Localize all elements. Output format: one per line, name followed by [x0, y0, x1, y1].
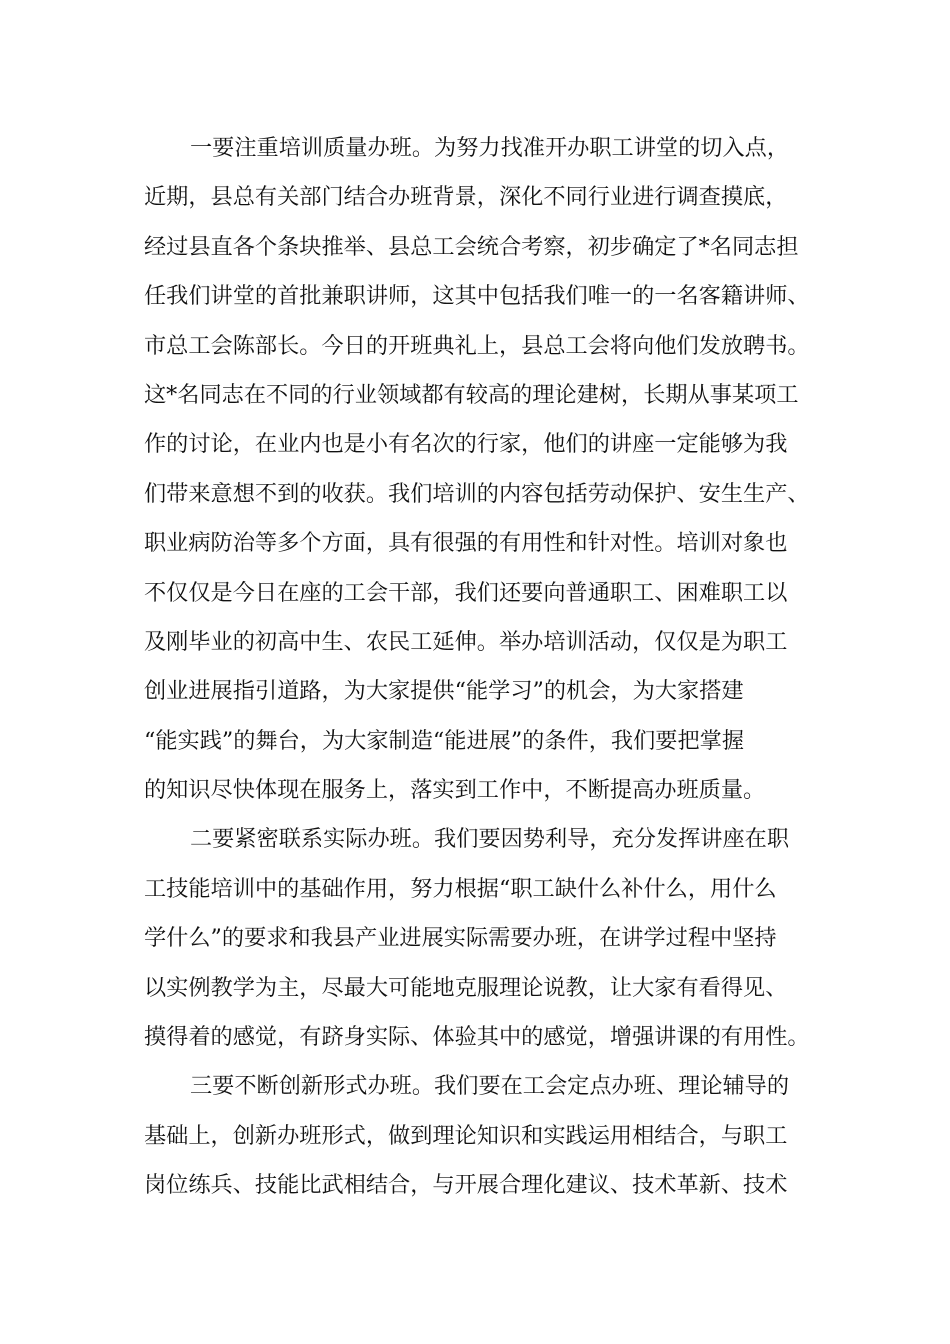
text-line: 二要紧密联系实际办班。我们要因势利导，充分发挥讲座在职 [190, 826, 790, 853]
text-line: 三要不断创新形式办班。我们要在工会定点办班、理论辅导的 [190, 1073, 790, 1100]
text-line: 作的讨论，在业内也是小有名次的行家，他们的讲座一定能够为我 [144, 431, 788, 458]
text-line: 任我们讲堂的首批兼职讲师，这其中包括我们唯一的一名客籍讲师、 [144, 283, 810, 310]
text-line: 不仅仅是今日在座的工会干部，我们还要向普通职工、困难职工以 [144, 579, 788, 606]
text-line: 创业进展指引道路，为大家提供“能学习”的机会，为大家搭建 [144, 678, 744, 705]
text-line: 工技能培训中的基础作用，努力根据“职工缺什么补什么，用什么 [144, 875, 777, 902]
text-line: 市总工会陈部长。今日的开班典礼上，县总工会将向他们发放聘书。 [144, 332, 810, 359]
text-line: 及刚毕业的初高中生、农民工延伸。举办培训活动，仅仅是为职工 [144, 628, 788, 655]
text-line: 学什么”的要求和我县产业进展实际需要办班，在讲学过程中坚持 [144, 925, 777, 952]
text-line: 基础上，创新办班形式，做到理论知识和实践运用相结合，与职工 [144, 1122, 788, 1149]
text-line: 这*名同志在不同的行业领域都有较高的理论建树，长期从事某项工 [144, 381, 799, 408]
paragraph-3 [144, 1062, 812, 1210]
text-line: 的知识尽快体现在服务上，落实到工作中，不断提高办班质量。 [144, 777, 766, 804]
text-line: 一要注重培训质量办班。为努力找准开办职工讲堂的切入点， [190, 135, 790, 161]
text-line: 们带来意想不到的收获。我们培训的内容包括劳动保护、安生生产、 [144, 480, 810, 507]
document-body [144, 124, 812, 1211]
paragraph-2 [144, 815, 812, 1062]
text-line: 摸得着的感觉，有跻身实际、体验其中的感觉，增强讲课的有用性。 [144, 1024, 810, 1051]
text-line: 岗位练兵、技能比武相结合，与开展合理化建议、技术革新、技术 [144, 1172, 788, 1199]
text-line: 以实例教学为主，尽最大可能地克服理论说教，让大家有看得见、 [144, 974, 788, 1001]
text-line: 经过县直各个条块推举、县总工会统合考察，初步确定了*名同志担 [144, 233, 799, 260]
text-line: “能实践”的舞台，为大家制造“能进展”的条件，我们要把掌握 [144, 727, 745, 754]
text-line: 近期，县总有关部门结合办班背景，深化不同行业进行调查摸底， [144, 184, 788, 211]
paragraph-1 [144, 124, 812, 815]
text-line: 职业病防治等多个方面，具有很强的有用性和针对性。培训对象也 [144, 530, 788, 557]
